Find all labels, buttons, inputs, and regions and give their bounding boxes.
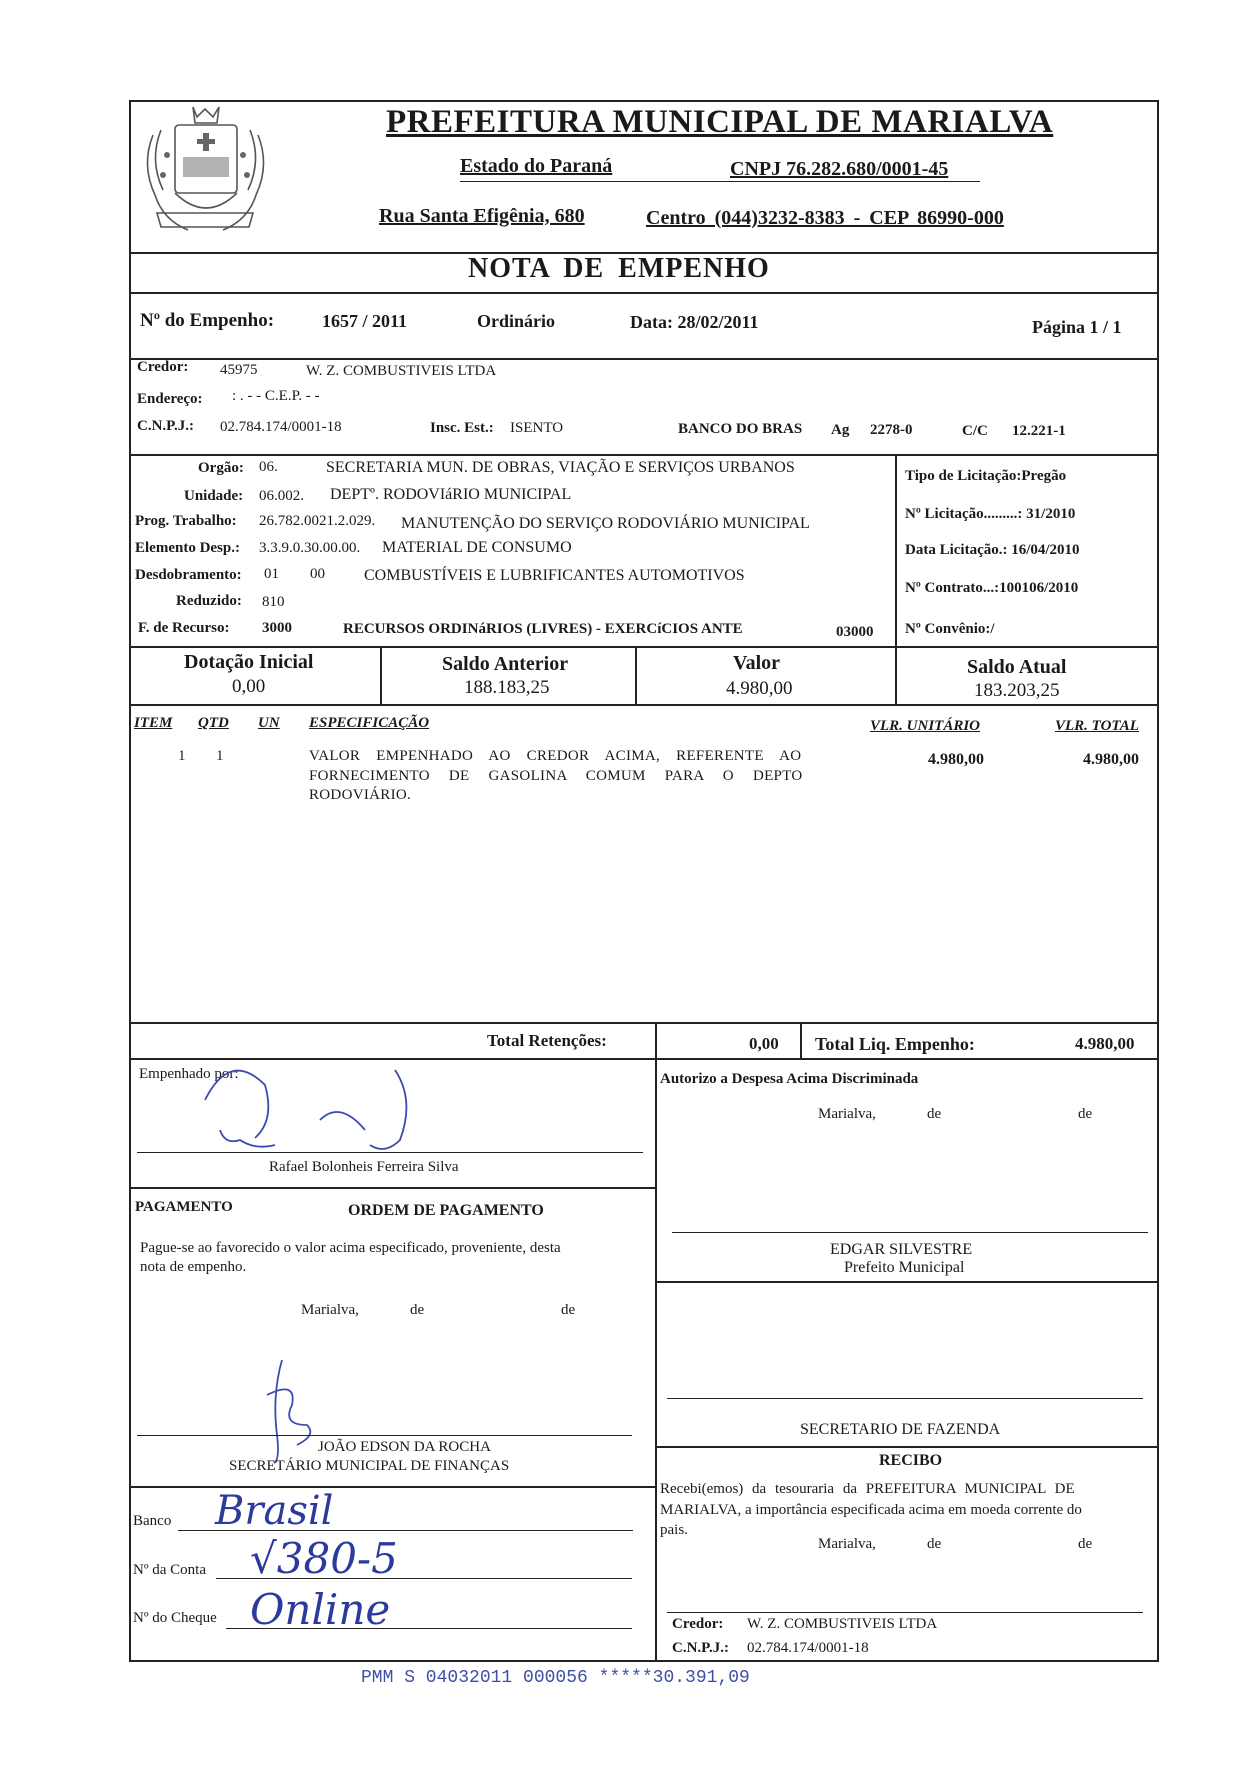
conta-label: Nº da Conta	[133, 1562, 206, 1578]
cheque-line	[226, 1628, 632, 1629]
total-retencoes-value: 0,00	[749, 1034, 779, 1053]
banco-label: Banco	[133, 1513, 172, 1529]
fonte-name: RECURSOS ORDINáRIOS (LIVRES) - EXERCíCIOS ANTE	[343, 621, 743, 637]
empenho-number: 1657 / 2011	[322, 311, 408, 331]
saldo-anterior-label: Saldo Anterior	[442, 653, 569, 675]
recibo-cnpj: 02.784.174/0001-18	[747, 1640, 869, 1656]
item-qtd: 1	[216, 748, 224, 764]
licitacao-divider	[895, 454, 897, 648]
recibo-credor-name: W. Z. COMBUSTIVEIS LTDA	[747, 1616, 938, 1632]
insc-label: Insc. Est.:	[430, 420, 494, 436]
elemento-code: 3.3.9.0.30.00.00.	[259, 540, 361, 556]
secretario-name: JOÃO EDSON DA ROCHA	[318, 1439, 491, 1455]
autorizo-de-1: de	[927, 1106, 942, 1122]
saldo-atual-label: Saldo Atual	[967, 656, 1067, 678]
endereco-label: Endereço:	[137, 391, 203, 407]
insc-value: ISENTO	[510, 420, 564, 436]
item-number: 1	[178, 748, 186, 764]
credor-name: W. Z. COMBUSTIVEIS LTDA	[306, 363, 497, 379]
total-liquido-value: 4.980,00	[1075, 1034, 1135, 1053]
col-unit-header: VLR. UNITÁRIO	[870, 718, 981, 734]
totals-divider-2	[800, 1022, 802, 1060]
unidade-code: 06.002.	[259, 488, 304, 504]
secretario-role: SECRETÁRIO MUNICIPAL DE FINANÇAS	[229, 1458, 510, 1474]
empenhado-name: Rafael Bolonheis Ferreira Silva	[269, 1159, 459, 1175]
prefeito-role: Prefeito Municipal	[844, 1259, 965, 1276]
col-spec-header: ESPECIFICAÇÃO	[309, 715, 430, 731]
fonte-label: F. de Recurso:	[138, 620, 230, 636]
licitacao-tipo: Tipo de Licitação:Pregão	[905, 468, 1067, 484]
desdobramento-b: 00	[310, 566, 325, 582]
autorizo-label: Autorizo a Despesa Acima Discriminada	[660, 1071, 919, 1087]
programa-name: MANUTENÇÃO DO SERVIÇO RODOVIÁRIO MUNICIPAL	[401, 515, 810, 532]
agency-label: Ag	[831, 422, 850, 438]
street-address: Rua Santa Efigênia, 680	[379, 205, 585, 227]
account-label: C/C	[962, 423, 988, 439]
total-retencoes-label: Total Retenções:	[487, 1031, 607, 1050]
fazenda-label: SECRETARIO DE FAZENDA	[800, 1421, 1001, 1438]
saldos-divider-2	[635, 646, 637, 706]
document-title: NOTA DE EMPENHO	[468, 253, 770, 284]
saldos-divider-1	[380, 646, 382, 706]
empenho-number-label: Nº do Empenho:	[140, 310, 275, 331]
pagamento-text-line-1: Pague-se ao favorecido o valor acima especificado, proveniente, desta	[140, 1240, 561, 1256]
fonte-code: 3000	[262, 620, 292, 636]
autorizo-de-2: de	[1078, 1106, 1093, 1122]
convenio-numero: Nº Convênio:/	[905, 621, 995, 637]
reduzido-value: 810	[262, 594, 285, 610]
valor-label: Valor	[733, 652, 781, 674]
dotacao-inicial-label: Dotação Inicial	[184, 651, 314, 673]
empenho-type: Ordinário	[477, 311, 556, 331]
page-number: Página 1 / 1	[1032, 317, 1122, 337]
pagamento-de-2: de	[561, 1302, 576, 1318]
state-name: Estado do Paraná	[460, 155, 613, 177]
unidade-label: Unidade:	[184, 488, 244, 504]
total-liquido-label: Total Liq. Empenho:	[815, 1034, 975, 1054]
item-spec-line-3: RODOVIÁRIO.	[309, 787, 412, 803]
recibo-cnpj-label: C.N.P.J.:	[672, 1640, 729, 1656]
recibo-text-line-2: MARIALVA, a importância especificada acima em moeda corrente do	[660, 1502, 1082, 1518]
bank-name: BANCO DO BRAS	[678, 421, 803, 437]
recibo-text-line-1: Recebi(emos) da tesouraria da PREFEITURA MUNICIPAL DE	[660, 1481, 1075, 1497]
conta-line	[216, 1578, 632, 1579]
municipality-cnpj: CNPJ 76.282.680/0001-45	[730, 158, 949, 180]
licitacao-numero: Nº Licitação.........: 31/2010	[905, 506, 1076, 522]
conta-handwritten: √380-5	[250, 1534, 398, 1583]
reduzido-label: Reduzido:	[176, 593, 242, 609]
desdobramento-label: Desdobramento:	[135, 567, 242, 583]
recibo-title: RECIBO	[879, 1452, 943, 1469]
agency-number: 2278-0	[870, 422, 913, 438]
recibo-de-1: de	[927, 1536, 942, 1552]
coat-of-arms-logo	[133, 95, 278, 245]
state-underline	[460, 181, 980, 182]
pagamento-place: Marialva,	[301, 1302, 359, 1318]
cheque-label: Nº do Cheque	[133, 1610, 217, 1626]
prefeito-signature-line	[672, 1232, 1148, 1233]
credor-box	[129, 358, 1159, 456]
address-rest: Centro (044)3232-8383 - CEP 86990-000	[646, 207, 1004, 229]
saldos-divider-3	[895, 646, 897, 706]
col-un-header: UN	[258, 715, 280, 731]
recibo-de-2: de	[1078, 1536, 1093, 1552]
payment-stamp: PMM S 04032011 000056 *****30.391,09	[361, 1668, 750, 1688]
recibo-text-line-3: pais.	[660, 1522, 688, 1538]
fonte-number: 03000	[836, 624, 874, 640]
prefeito-name: EDGAR SILVESTRE	[830, 1241, 973, 1258]
orgao-code: 06.	[259, 459, 278, 475]
unidade-name: DEPTº. RODOVIáRIO MUNICIPAL	[330, 486, 572, 503]
dotacao-inicial-value: 0,00	[232, 676, 266, 697]
saldo-atual-value: 183.203,25	[974, 680, 1060, 701]
elemento-name: MATERIAL DE CONSUMO	[382, 539, 572, 556]
item-total-value: 4.980,00	[1083, 751, 1139, 768]
item-spec-line-2: FORNECIMENTO DE GASOLINA COMUM PARA O DEPTO	[309, 768, 803, 784]
desdobramento-name: COMBUSTÍVEIS E LUBRIFICANTES AUTOMOTIVOS	[364, 567, 745, 584]
elemento-label: Elemento Desp.:	[135, 540, 240, 556]
recibo-top-line	[655, 1446, 1159, 1448]
ordem-pagamento-title: ORDEM DE PAGAMENTO	[348, 1202, 544, 1219]
empenhado-signature-line	[137, 1152, 643, 1153]
banco-line	[178, 1530, 633, 1531]
orgao-name: SECRETARIA MUN. DE OBRAS, VIAÇÃO E SERVIÇOS URBANOS	[326, 459, 795, 476]
col-item-header: ITEM	[134, 715, 173, 731]
credor-cnpj: 02.784.174/0001-18	[220, 419, 342, 435]
programa-code: 26.782.0021.2.029.	[259, 513, 376, 529]
recibo-place: Marialva,	[818, 1536, 876, 1552]
recibo-credor-label: Credor:	[672, 1616, 724, 1632]
col-qtd-header: QTD	[198, 715, 229, 731]
lower-center-divider	[655, 1058, 657, 1662]
banco-top-line	[129, 1486, 655, 1488]
account-number: 12.221-1	[1012, 423, 1066, 439]
licitacao-data: Data Licitação.: 16/04/2010	[905, 542, 1080, 558]
empenhado-signature	[200, 1060, 420, 1164]
totals-box	[129, 1022, 1159, 1060]
saldo-anterior-value: 188.183,25	[464, 677, 550, 698]
secretario-signature-line	[137, 1435, 632, 1436]
valor-value: 4.980,00	[726, 678, 793, 699]
endereco-value: : . - - C.E.P. - -	[232, 388, 320, 404]
pagamento-de-1: de	[410, 1302, 425, 1318]
orgao-label: Orgão:	[198, 460, 244, 476]
totals-divider-1	[655, 1022, 657, 1060]
municipality-title: PREFEITURA MUNICIPAL DE MARIALVA	[386, 104, 1054, 140]
pagamento-label: PAGAMENTO	[135, 1199, 233, 1215]
banco-handwritten: Brasil	[215, 1488, 334, 1534]
autorizo-place: Marialva,	[818, 1106, 876, 1122]
fazenda-signature-line	[667, 1398, 1143, 1399]
credor-code: 45975	[220, 362, 258, 378]
col-total-header: VLR. TOTAL	[1055, 718, 1139, 734]
recibo-signature-line	[667, 1612, 1143, 1613]
pagamento-text-line-2: nota de empenho.	[140, 1259, 247, 1275]
item-spec-line-1: VALOR EMPENHADO AO CREDOR ACIMA, REFERENTE AO	[309, 748, 802, 764]
empenhado-por-label: Empenhado por:	[139, 1066, 239, 1082]
empenhado-bottom-line	[129, 1187, 655, 1189]
prefeito-bottom-line	[655, 1281, 1159, 1283]
cheque-handwritten: Online	[250, 1585, 391, 1634]
empenho-date: Data: 28/02/2011	[630, 312, 759, 332]
item-unit-value: 4.980,00	[928, 751, 984, 768]
programa-label: Prog. Trabalho:	[135, 513, 237, 529]
credor-label: Credor:	[137, 359, 189, 375]
desdobramento-a: 01	[264, 566, 279, 582]
credor-cnpj-label: C.N.P.J.:	[137, 418, 194, 434]
contrato-numero: Nº Contrato...:100106/2010	[905, 580, 1079, 596]
